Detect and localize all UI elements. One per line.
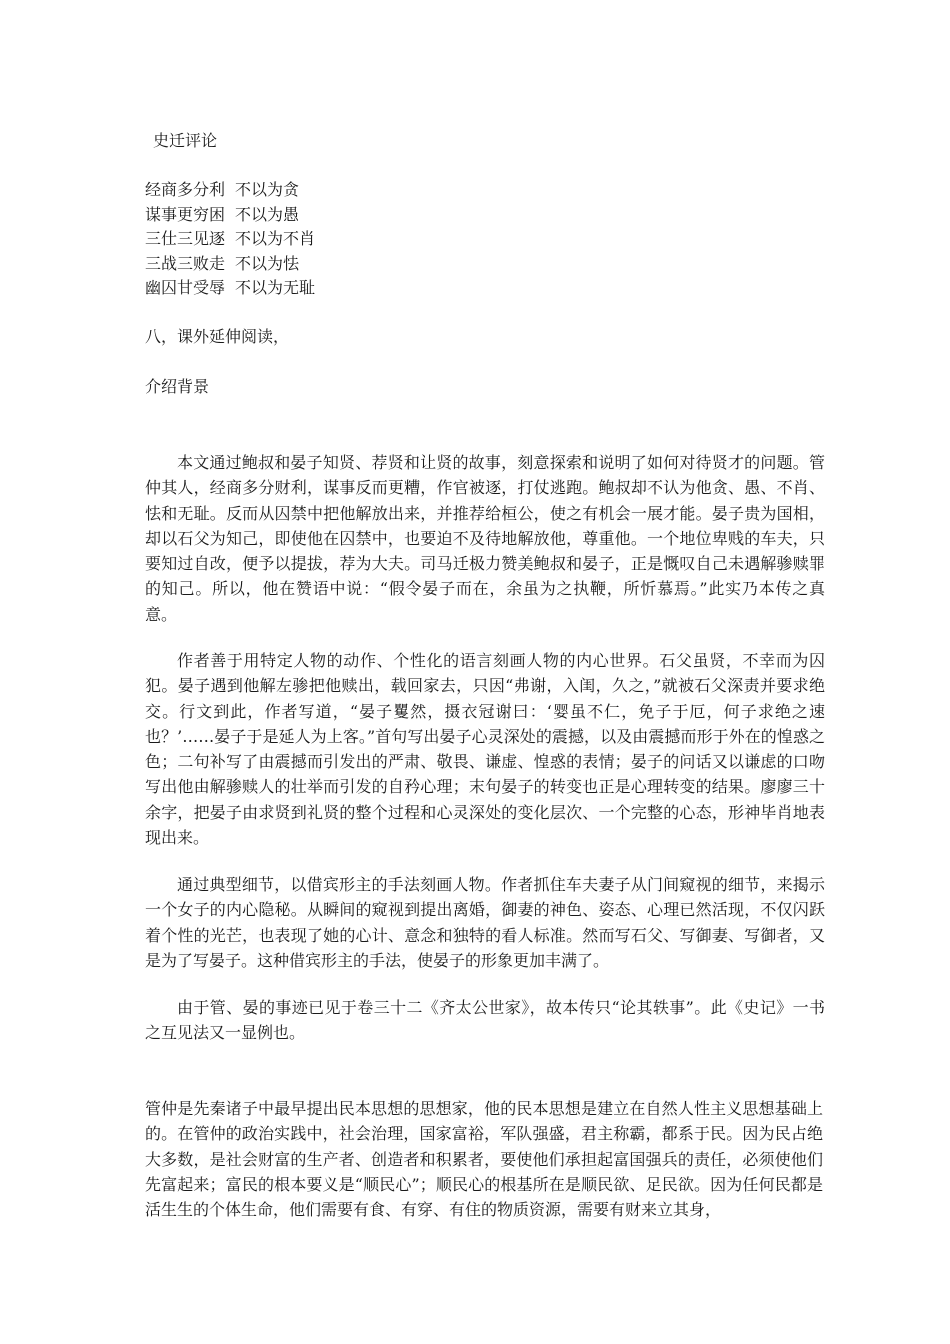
paragraph-guanzhong-thought: 管仲是先秦诸子中最早提出民本思想的思想家，他的民本思想是建立在自然人性主义思想基础上的。在管仲的政治实践中，社会治理，国家富裕，军队强盛，君主称霸，都系于民。因为民占绝大多数，是社会财富的生产者、创造者和积累者，要使他们承担起富国强兵的责任，必须使他们先富起来；富民的根本要义是“顺民心”；顺民心的根基所在是顺民欲、足民欲。因为任何民都是活生生的个体生命，他们需要有食、有穿、有住的物质资源，需要有财来立其身， (145, 1099, 823, 1220)
poem-line-left: 幽囚甘受辱 (145, 278, 226, 297)
paragraph-cross-reference: 由于管、晏的事迹已见于卷三十二《齐太公世家》，故本传只“论其轶事”。此《史记》一书之互见法又一显例也。 (145, 998, 825, 1043)
poem-line-right: 不以为怯 (235, 253, 300, 273)
poem-line-right: 不以为愚 (235, 204, 300, 224)
poem-line (145, 178, 315, 203)
section-title-background: 介绍背景 (145, 377, 210, 396)
poem-line-right: 不以为无耻 (235, 278, 316, 297)
poem-line-right: 不以为不肖 (235, 229, 316, 248)
poem-line-left: 谋事更穷困 (145, 204, 226, 224)
poem-line (145, 276, 315, 301)
paragraph-characterization: 作者善于用特定人物的动作、个性化的语言刻画人物的内心世界。石父虽贤，不幸而为囚犯。晏子遇到他解左骖把他赎出，载回家去，只因“弗谢，入闺，久之，”就被石父深责并要求绝交。行文到此，作者写道，“晏子矍然，摄衣冠谢曰：‘婴虽不仁，免子于厄，何子求绝之速也？’……晏子于是延人为上客。”首句写出晏子心灵深处的震撼，以及由震撼而形于外在的惶惑之色；二句补写了由震撼而引发出的严肃、敬畏、谦虚、惶惑的表情；晏子的问话又以谦虑的口吻写出他由解骖赎人的壮举而引发的自矜心理；末句晏子的转变也正是心理转变的结果。廖廖三十余字，把晏子由求贤到礼贤的整个过程和心灵深处的变化层次、一个完整的心态，形神毕肖地表现出来。 (145, 651, 825, 848)
poem-line-right: 不以为贪 (235, 180, 300, 199)
poem-line-left: 三战三败走 (145, 253, 226, 273)
poem-line (145, 203, 315, 228)
poem-line (145, 227, 315, 252)
paragraph-details: 通过典型细节，以借宾形主的手法刻画人物。作者抓住车夫妻子从门间窥视的细节，来揭示一个女子的内心隐秘。从瞬间的窥视到提出离婚，御妻的神色、姿态、心理已然活现，不仅闪跃着个性的光芒，也表现了她的心计、意念和独特的看人标准。然而写石父、写御妻、写御者，又是为了写晏子。这种借宾形主的手法，使晏子的形象更加丰满了。 (145, 875, 825, 970)
poem-line-left: 经商多分利 (145, 180, 226, 199)
section-title-extended-reading: 八，课外延伸阅读， (145, 327, 290, 346)
poem-line (145, 252, 315, 277)
poem-block (145, 178, 315, 301)
heading-shiqian-commentary: 史迁评论 (153, 131, 218, 150)
paragraph-intro: 本文通过鲍叔和晏子知贤、荐贤和让贤的故事，刻意探索和说明了如何对待贤才的问题。管仲其人，经商多分财利，谋事反而更糟，作官被逐，打仗逃跑。鲍叔却不认为他贪、愚、不肖、怯和无耻。反而从囚禁中把他解放出来，并推荐给桓公，使之有机会一展才能。晏子贵为国相，却以石父为知己，即使他在囚禁中，也要迫不及待地解放他，尊重他。一个地位卑贱的车夫，只要知过自改，便予以提拔，荐为大夫。司马迁极力赞美鲍叔和晏子，正是慨叹自己未遇解骖赎罪的知己。所以，他在赞语中说：“假令晏子而在，余虽为之执鞭，所忻慕焉。”此实乃本传之真意。 (145, 453, 825, 624)
poem-line-left: 三仕三见逐 (145, 229, 226, 248)
